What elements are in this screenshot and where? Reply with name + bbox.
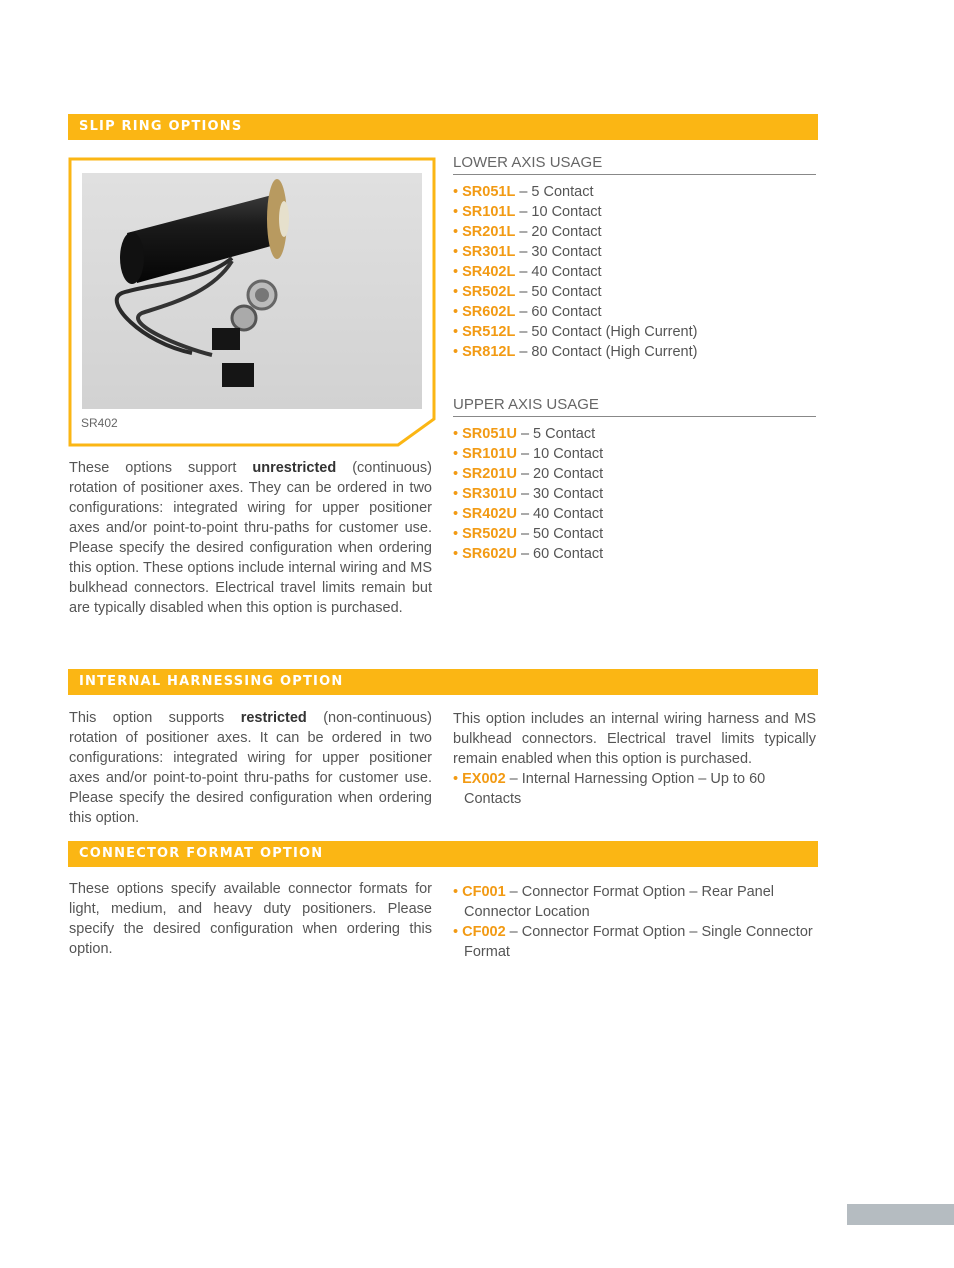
option-code: SR051U (462, 426, 517, 442)
section-header-harness: INTERNAL HARNESSING OPTION (68, 669, 818, 695)
option-description: – 40 Contact (515, 264, 602, 280)
lower-axis-list (453, 182, 818, 362)
list-item (453, 242, 818, 262)
option-description: – 50 Contact (516, 526, 604, 542)
bullet-icon: • (453, 204, 463, 220)
option-description: – 40 Contact (516, 506, 604, 522)
list-item (453, 282, 818, 302)
option-code: SR602L (462, 304, 516, 320)
option-code: SR101L (462, 204, 516, 220)
photo-caption: SR402 (81, 416, 118, 430)
option-description: – 80 Contact (High Current) (515, 344, 698, 360)
list-item (453, 322, 818, 342)
option-code: SR301U (462, 486, 517, 502)
bullet-icon: • (453, 546, 463, 562)
option-description: – 5 Contact (515, 184, 594, 200)
option-description: – 20 Contact (515, 224, 602, 240)
list-item (453, 769, 816, 809)
list-item (453, 202, 818, 222)
bullet-icon: • (453, 426, 463, 442)
connector-list (453, 882, 816, 962)
list-item (453, 424, 818, 444)
bullet-icon: • (453, 446, 463, 462)
option-description: – 10 Contact (516, 446, 604, 462)
option-description: – 50 Contact (515, 284, 602, 300)
option-description: – 50 Contact (High Current) (515, 324, 698, 340)
option-description: – Connector Format Option – Rear Panel Connector Location (464, 884, 775, 920)
option-description: – Internal Harnessing Option – Up to 60 Contacts (464, 771, 766, 807)
option-code: SR101U (462, 446, 517, 462)
bullet-icon: • (453, 466, 463, 482)
option-code: SR502U (462, 526, 517, 542)
option-code: SR402U (462, 506, 517, 522)
slip-ring-photo (82, 173, 422, 409)
bullet-icon: • (453, 771, 463, 787)
section-header-slip-ring: SLIP RING OPTIONS (68, 114, 818, 140)
bullet-icon: • (453, 486, 463, 502)
bullet-icon: • (453, 324, 463, 340)
list-item (453, 504, 818, 524)
option-code: CF001 (462, 884, 506, 900)
option-description: – 10 Contact (515, 204, 602, 220)
list-item (453, 302, 818, 322)
slip-ring-description: These options support unrestricted (continuous) rotation of positioner axes. They can be ordered in two configurations: integrated wiring for upper positioner axes and/or point-to-point thru-paths for customer use. Please specify the desired configuration when ordering this option. These options include internal wiring and MS bulkhead connectors. Electrical travel limits remain but are typically disabled when this option is purchased. (69, 460, 432, 616)
list-item (453, 922, 816, 962)
bullet-icon: • (453, 304, 463, 320)
option-code: SR402L (462, 264, 516, 280)
list-item (453, 444, 818, 464)
section-header-connector: CONNECTOR FORMAT OPTION (68, 841, 818, 867)
upper-axis-heading: UPPER AXIS USAGE (453, 396, 816, 417)
list-item (453, 262, 818, 282)
list-item (453, 484, 818, 504)
list-item (453, 544, 818, 564)
option-code: SR201L (462, 224, 516, 240)
option-code: SR502L (462, 284, 516, 300)
option-code: CF002 (462, 924, 506, 940)
option-description: – 5 Contact (516, 426, 596, 442)
harness-details: This option includes an internal wiring harness and MS bulkhead connectors. Electrical travel limits typically remain enabled when this option is purchased. (453, 711, 816, 767)
bullet-icon: • (453, 924, 463, 940)
option-description: – 60 Contact (515, 304, 602, 320)
list-item (453, 182, 818, 202)
list-item (453, 342, 818, 362)
option-code: SR201U (462, 466, 517, 482)
option-code: SR301L (462, 244, 516, 260)
option-description: – Connector Format Option – Single Connector Format (464, 924, 813, 960)
lower-axis-heading: LOWER AXIS USAGE (453, 154, 816, 175)
bullet-icon: • (453, 344, 463, 360)
option-code: SR512L (462, 324, 516, 340)
option-code: EX002 (462, 771, 506, 787)
bullet-icon: • (453, 184, 463, 200)
option-description: – 30 Contact (516, 486, 604, 502)
page-tab (847, 1204, 954, 1225)
option-description: – 60 Contact (516, 546, 604, 562)
list-item (453, 524, 818, 544)
bullet-icon: • (453, 264, 463, 280)
list-item (453, 882, 816, 922)
option-description: – 20 Contact (516, 466, 604, 482)
option-code: SR812L (462, 344, 516, 360)
connector-description: These options specify available connector formats for light, medium, and heavy duty positioners. Please specify the desired configuration when ordering this option. (69, 881, 432, 957)
option-code: SR602U (462, 546, 517, 562)
bullet-icon: • (453, 284, 463, 300)
list-item (453, 464, 818, 484)
harness-description: This option supports restricted (non-continuous) rotation of positioner axes. It can be ordered in two configurations: integrated wiring for upper positioner axes and/or point-to-point thru-paths for customer use. Please specify the desired configuration when ordering this option. (69, 710, 433, 826)
harness-list (453, 769, 816, 809)
list-item (453, 222, 818, 242)
upper-axis-list (453, 424, 818, 564)
bullet-icon: • (453, 884, 463, 900)
option-code: SR051L (462, 184, 516, 200)
option-description: – 30 Contact (515, 244, 602, 260)
bullet-icon: • (453, 506, 463, 522)
bullet-icon: • (453, 224, 463, 240)
bullet-icon: • (453, 244, 463, 260)
bullet-icon: • (453, 526, 463, 542)
